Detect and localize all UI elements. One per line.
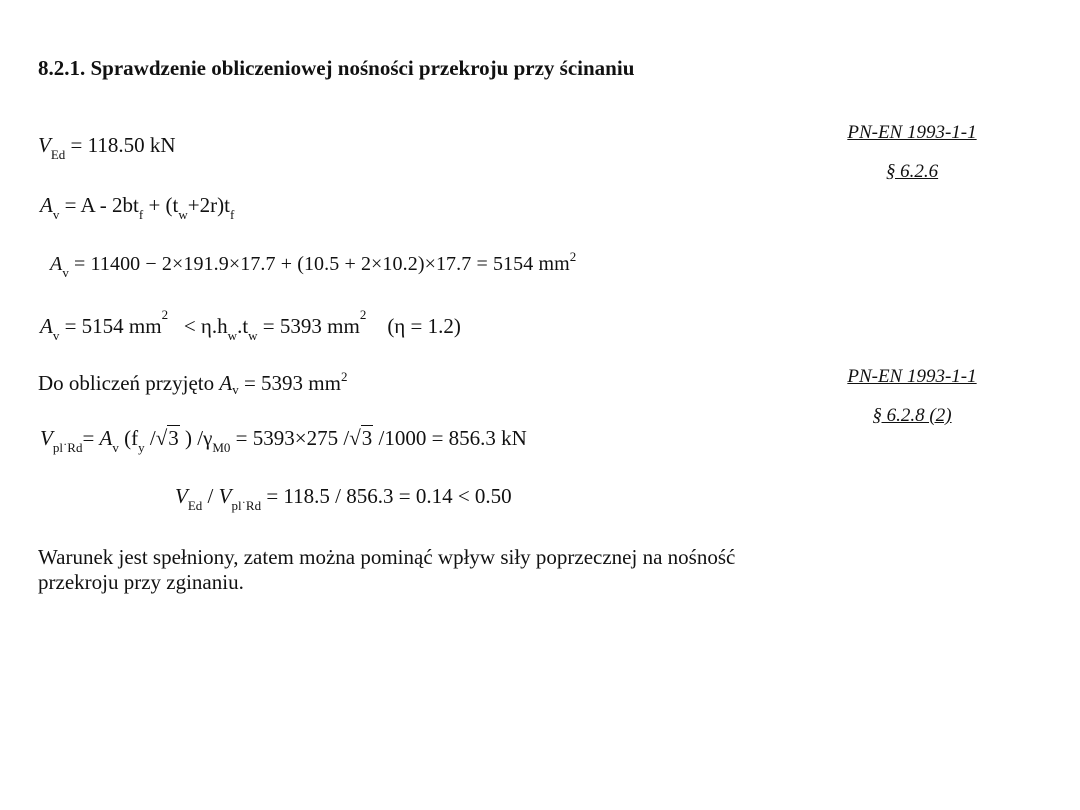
av-calc-line: $A_v = 11400 - 2\times 191.9\times 17.7 + (10.5 + 2\times 10.2)\times 17.7 = 5154$ $mm^2$ [50,249,577,280]
conclusion-paragraph: Warunek jest spełniony, zatem można pominąć wpływ siły poprzecznej na nośność przekroju przy zginaniu. [38,545,736,594]
adopted-line: Do obliczeń przyjęto $A_v = 5393$ $mm^2$ [38,369,348,397]
ved-line: $V_{Ed} = 118.50$ kN [38,133,176,162]
standard-ref-1: PN-EN 1993-1-1 [847,122,977,143]
standard-section-2: § 6.2.8 (2) [872,405,952,426]
ratio-line: $V_{Ed} / V_{pl˙Rd} = 118.5 / 856.3 = 0.14 < 0.50$ [175,484,512,513]
vplrd-line: $V_{pl˙Rd}= A_v$ ($f_y$ /√3 ) $/\gamma_{M0} = 5393\times 275$ /√3 /1000 = 856.3 kN [40,426,527,455]
standard-ref-2: PN-EN 1993-1-1 [847,366,977,387]
av-formula-line: $A_v = A - 2bt_f + (t_w+2r)t_f$ [40,193,235,222]
section-heading: 8.2.1. Sprawdzenie obliczeniowej nośności przekroju przy ścinaniu [38,56,635,80]
standard-section-1: § 6.2.6 [885,161,939,182]
av-compare-line: $A_v = 5154$ $mm^2$ < $\eta.h_w.t_w = 5393$ $mm^2$ (η = 1.2) [40,307,461,343]
